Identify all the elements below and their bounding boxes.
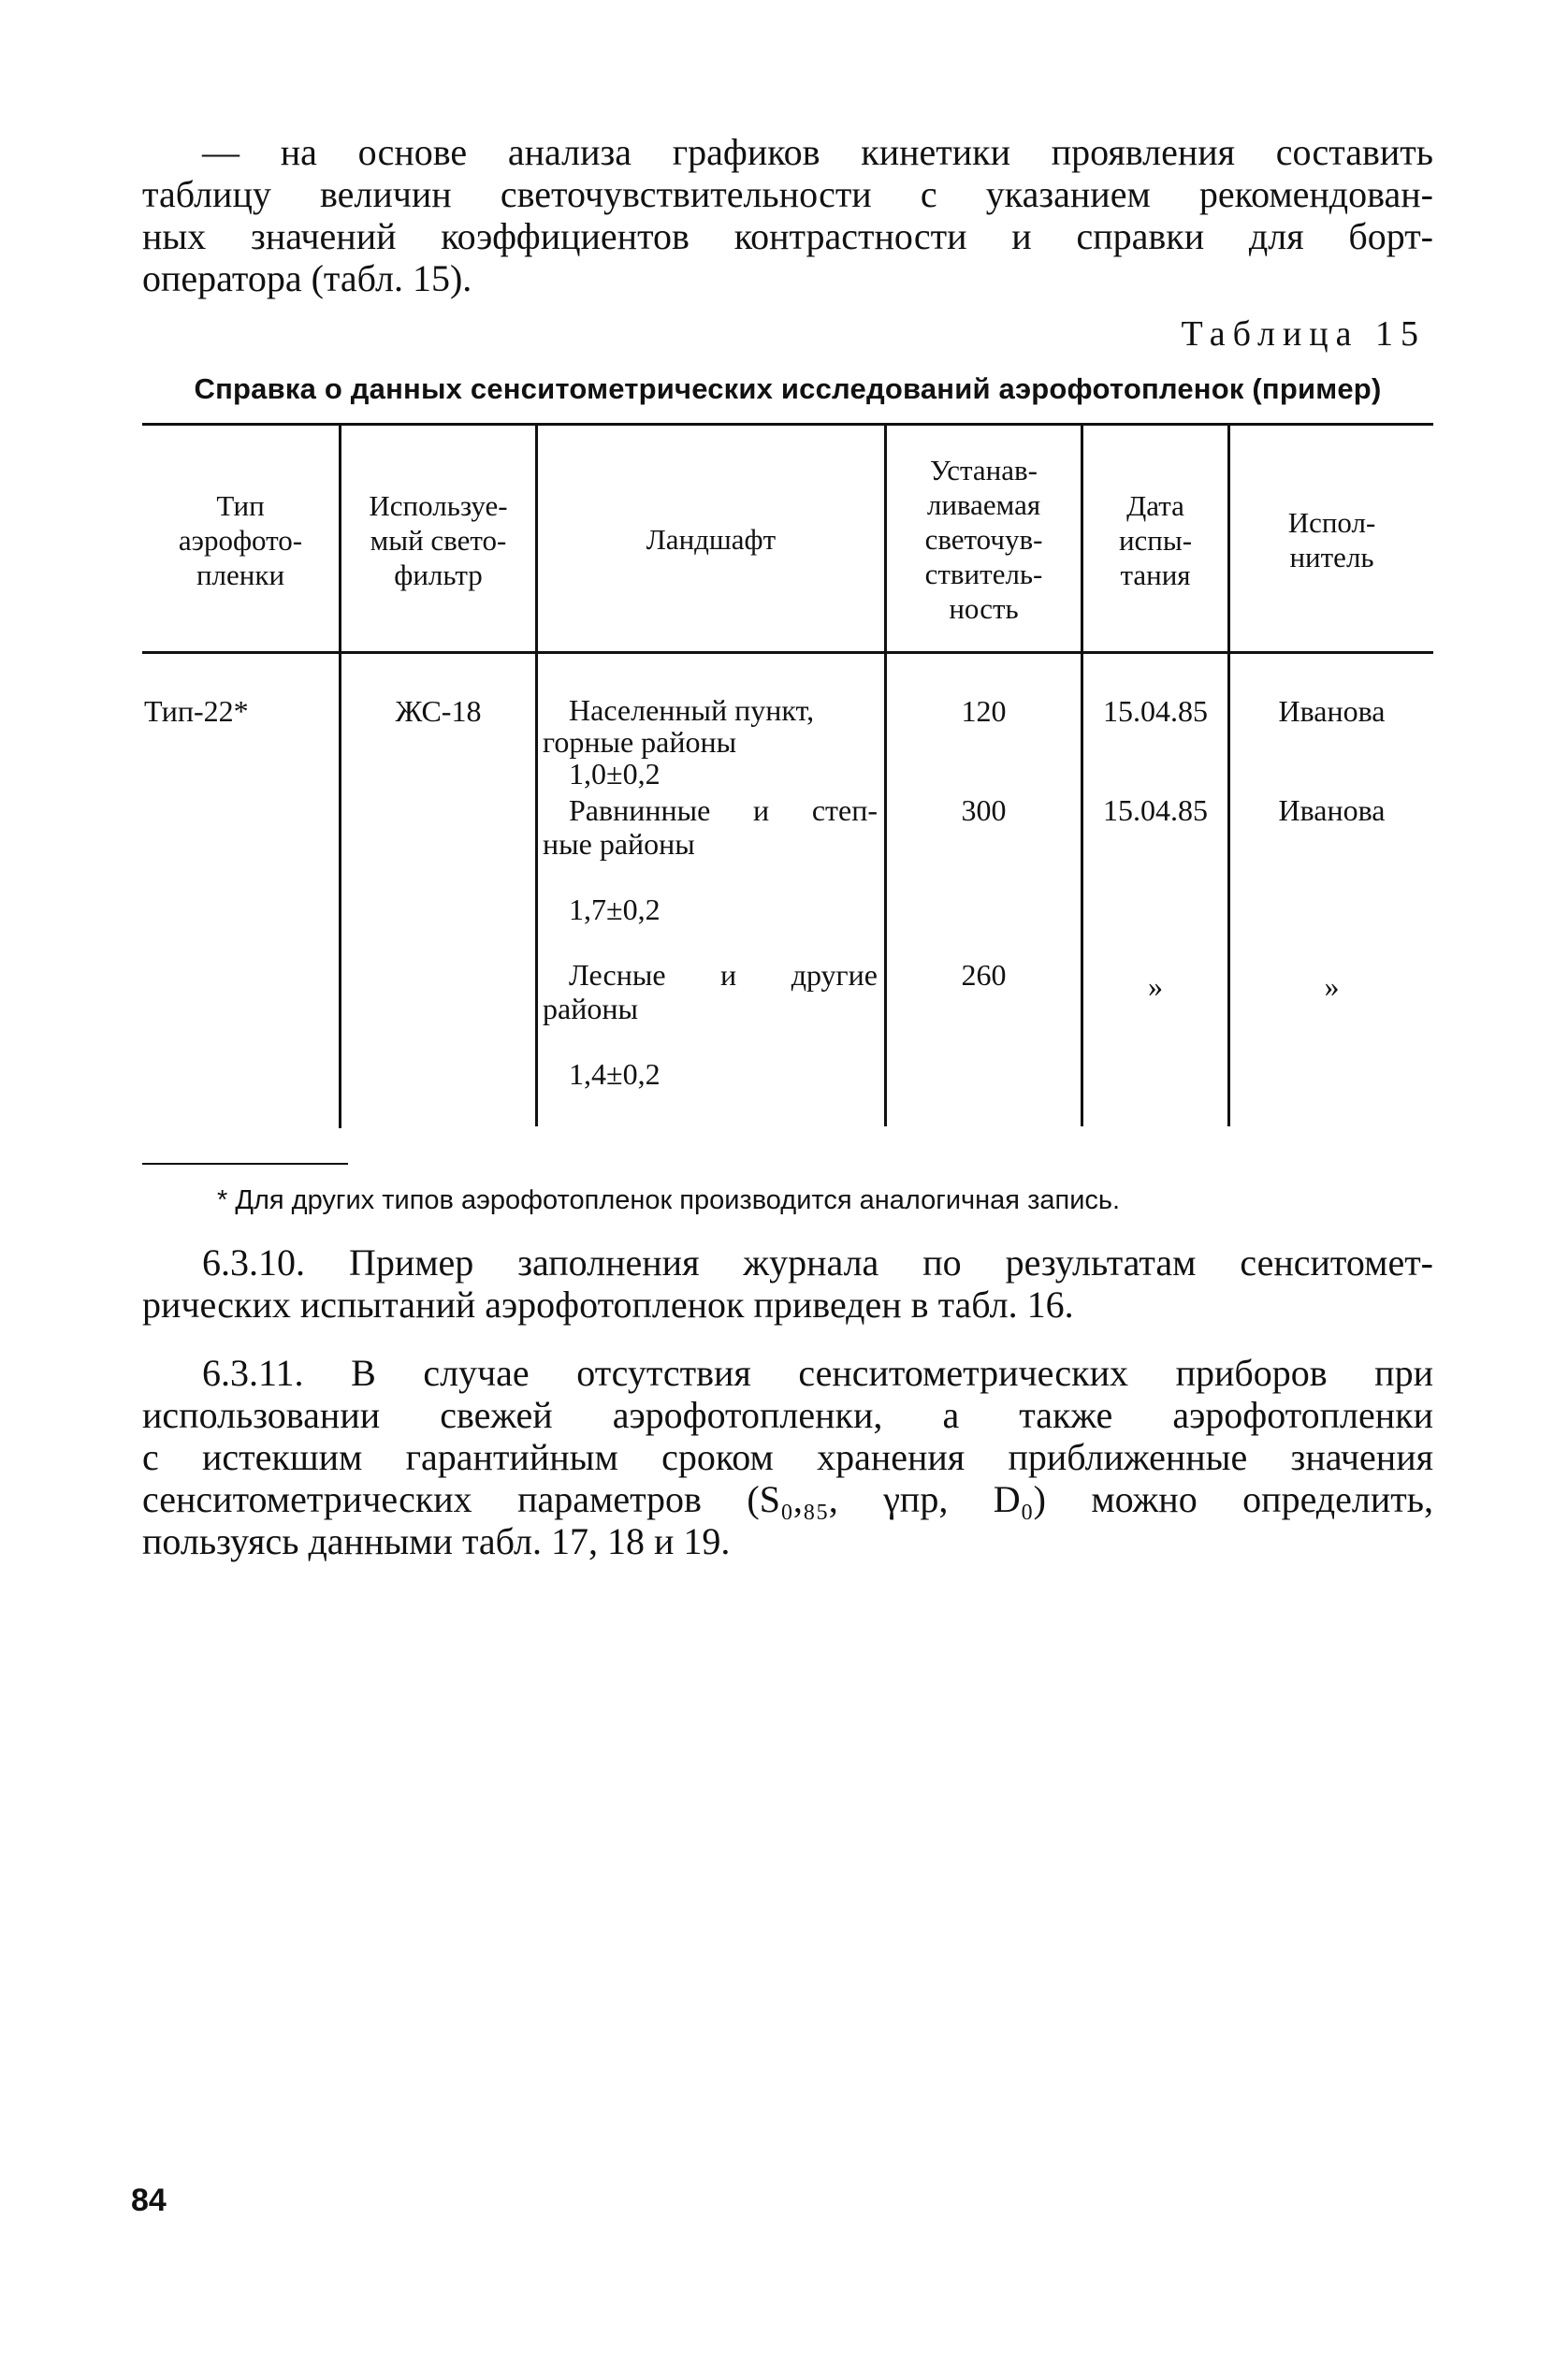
film-type-value: Тип-22* (144, 694, 249, 728)
header-date: Дата испы- тания (1118, 489, 1193, 591)
data-table (142, 423, 1433, 1126)
gamma-value: 1,4±0,2 (569, 1057, 661, 1091)
sensitivity-value: 120 (961, 694, 1007, 728)
table-row-landscape: Лесные и другие районы 1,4±0,2 (543, 958, 878, 1091)
sensitivity-value: 300 (961, 793, 1007, 827)
text-line: сенситометрических параметров (S₀,₈₅, γпр, D₀) можно определить, (142, 1478, 1433, 1520)
executor-value: Иванова (1278, 793, 1386, 827)
table-row-landscape: Равнинные и степ- ные районы 1,7±0,2 (543, 793, 878, 926)
header-film-type: Тип аэрофото- пленки (178, 489, 303, 591)
text-line: таблицу величин светочувствительности с указанием рекомендован- (142, 173, 1433, 215)
text-line: с истекшим гарантийным сроком хранения приближенные значения (142, 1436, 1433, 1478)
header-executor: Испол- нитель (1287, 506, 1376, 573)
table-caption: Справка о данных сенситометрических исследований аэрофотопленок (пример) (194, 372, 1382, 405)
executor-ditto: » (1324, 969, 1340, 1003)
date-value: 15.04.85 (1103, 793, 1208, 827)
text-line: ных значений коэффициентов контрастности и справки для борт- (142, 215, 1433, 257)
gamma-value: 1,7±0,2 (569, 892, 661, 926)
intro-paragraph (142, 131, 1433, 299)
sensitivity-value: 260 (961, 958, 1007, 992)
text-line: 6.3.10. Пример заполнения журнала по результатам сенситомет- (202, 1241, 1433, 1284)
table-top-rule (142, 423, 1433, 426)
page-number: 84 (131, 2183, 167, 2218)
table-header-rule (142, 651, 1433, 654)
text-line: 6.3.11. В случае отсутствия сенситометрических приборов при (202, 1352, 1433, 1394)
text-line: пользуясь данными табл. 17, 18 и 19. (142, 1520, 731, 1562)
footnote-rule (142, 1163, 348, 1165)
paragraph-6-3-10 (142, 1241, 1433, 1326)
table-number: Таблица 15 (1181, 314, 1426, 354)
date-value: 15.04.85 (1103, 694, 1208, 728)
footnote: * Для других типов аэрофотопленок производится аналогичная запись. (217, 1185, 1121, 1215)
header-landscape: Ландшафт (646, 523, 777, 556)
header-sensitivity: Устанав- ливаемая светочув- ствитель- ность (924, 454, 1043, 625)
header-filter: Используе- мый свето- фильтр (369, 489, 508, 591)
paragraph-6-3-11 (142, 1352, 1433, 1562)
text-line: использовании свежей аэрофотопленки, а также аэрофотопленки (142, 1394, 1433, 1436)
date-ditto: » (1148, 969, 1163, 1003)
text-line: — на основе анализа графиков кинетики проявления составить (202, 131, 1433, 173)
executor-value: Иванова (1278, 694, 1386, 728)
text-line: оператора (табл. 15). (142, 257, 472, 299)
filter-value: ЖС-18 (395, 694, 482, 728)
table-row-landscape: Населенный пункт, горные районы 1,0±0,2 (543, 694, 878, 790)
text-line: рических испытаний аэрофотопленок приведен в табл. 16. (142, 1284, 1074, 1326)
gamma-value: 1,0±0,2 (569, 757, 661, 791)
